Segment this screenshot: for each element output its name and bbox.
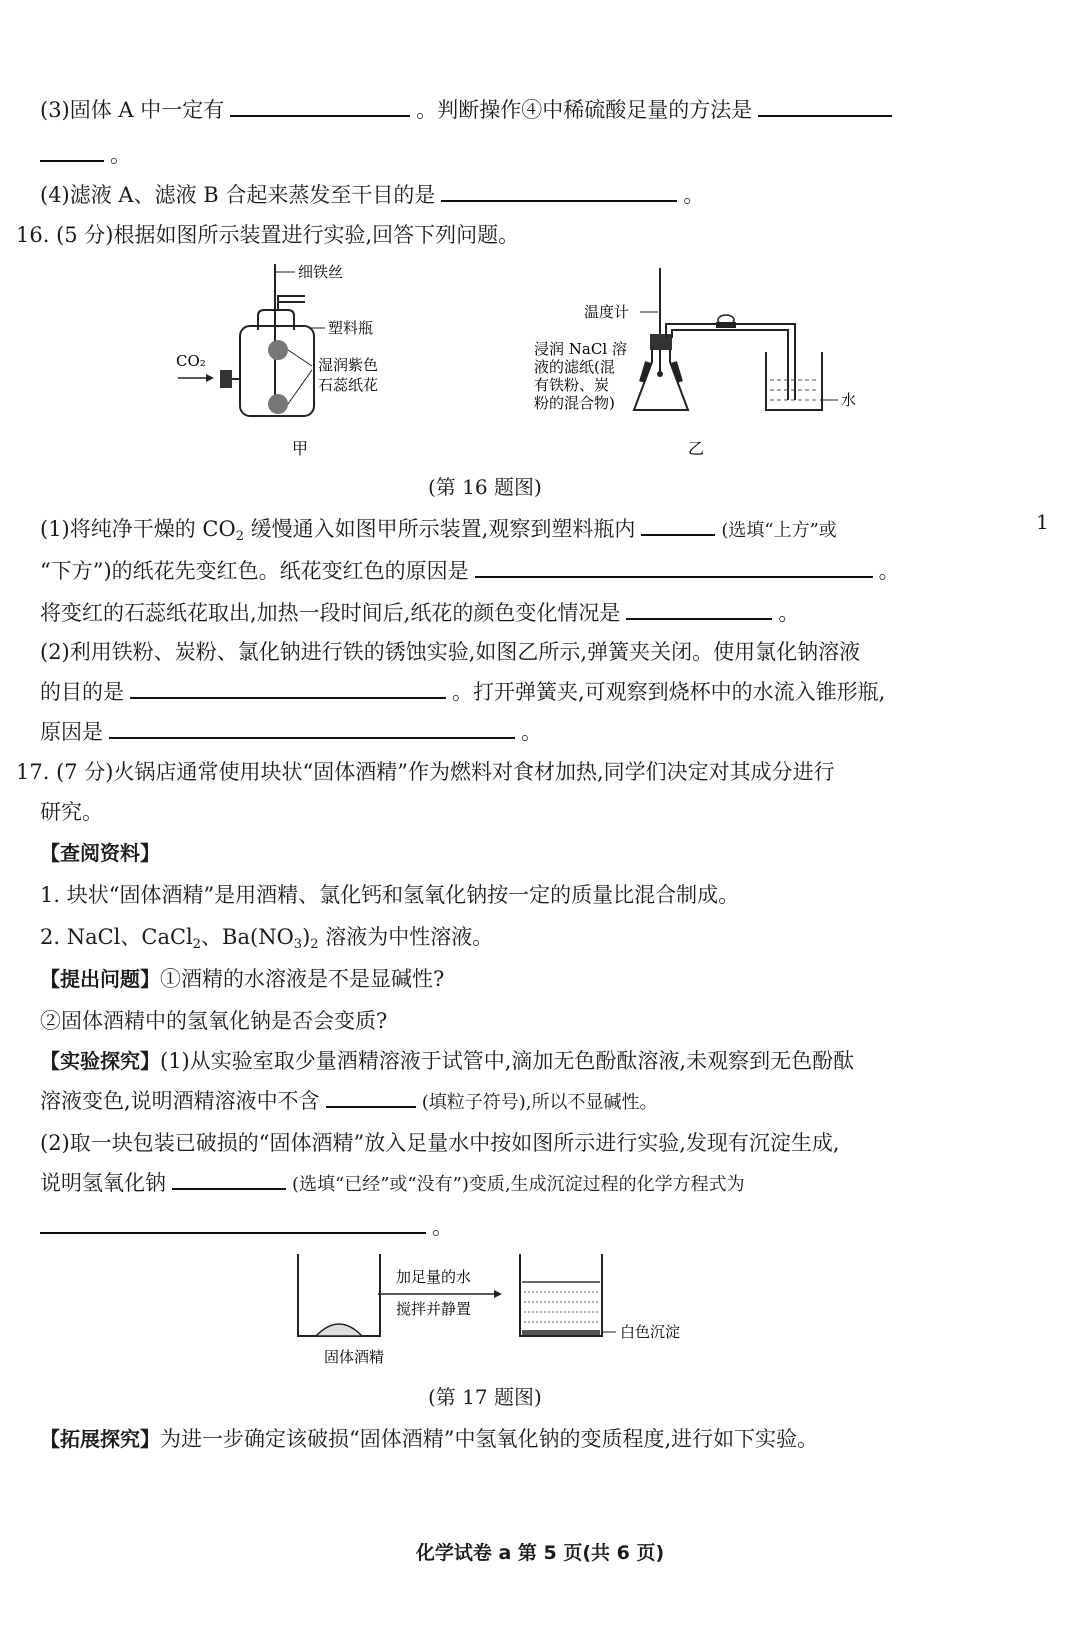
section-head-question: 【提出问题】 [40,967,160,991]
answer-blank[interactable] [758,97,892,117]
arrow-head [494,1290,502,1298]
solid-alcohol [316,1324,362,1336]
label-paper-1: 湿润紫色 [318,356,379,374]
answer-blank[interactable] [475,558,873,578]
q15-part3-cont: 。 [40,140,131,170]
q16-title: 16. (5 分)根据如图所示装置进行实验,回答下列问题。 [16,223,520,247]
q16-part2-line1: (2)利用铁粉、炭粉、氯化钠进行铁的锈蚀实验,如图乙所示,弹簧夹关闭。使用氯化钠溶液 [40,640,861,664]
q16-part1-line3: 将变红的石蕊纸花取出,加热一段时间后,纸花的颜色变化情况是 。 [40,601,800,625]
section-head-extension: 【拓展探究】 [40,1427,160,1451]
label-bottle: 塑料瓶 [328,319,374,337]
label-arrow-1: 加足量的水 [396,1268,472,1286]
answer-blank[interactable] [130,679,446,699]
spring-clamp-base [716,322,736,328]
extension-line: 【拓展探究】为进一步确定该破损“固体酒精”中氢氧化钠的变质程度,进行如下实验。 [40,1427,819,1451]
experiment-line-5: 。 [40,1212,453,1242]
page-footer: 化学试卷 a 第 5 页(共 6 页) [415,1542,665,1564]
experiment-line-2: 溶液变色,说明酒精溶液中不含 (填粒子符号),所以不显碱性。 [40,1089,658,1113]
label-solid: 固体酒精 [324,1348,385,1366]
answer-blank[interactable] [109,719,515,739]
inlet-stopper [220,370,232,388]
white-precipitate [522,1330,600,1335]
outlet-tube [278,296,305,310]
experiment-line-4: 说明氢氧化钠 (选填“已经”或“没有”)变质,生成沉淀过程的化学方程式为 [40,1171,745,1195]
answer-blank[interactable] [441,182,677,202]
label-wire: 细铁丝 [298,263,344,281]
figure-label-jia: 甲 [292,439,309,458]
figure-caption-17: (第 17 题图) [428,1385,542,1409]
filter-paper-right [674,362,680,382]
answer-blank[interactable] [230,97,410,117]
answer-blank[interactable] [40,142,104,162]
label-paper-4: 粉的混合物) [534,394,615,412]
flower-bottom [268,394,288,414]
reference-2: 2. NaCl、CaCl$_2$、$Ba(NO_3)_2$ 溶液为中性溶液。 [40,925,494,952]
leader-line [288,350,312,366]
label-thermometer: 温度计 [584,303,630,321]
flower-top [268,340,288,360]
answer-blank[interactable] [40,1214,426,1234]
thermometer-bulb [657,371,663,377]
q16-part2-line3: 原因是 。 [40,720,542,744]
answer-blank[interactable] [641,516,715,536]
figure-yi [530,262,870,460]
label-arrow-2: 搅拌并静置 [396,1300,472,1318]
q16-part1-line1: (1)将纯净干燥的 $CO_2$ 缓慢通入如图甲所示装置,观察到塑料瓶内 (选填“上方”或 [40,517,837,544]
question-line-1: 【提出问题】①酒精的水溶液是不是显碱性? [40,967,445,991]
q17-title-cont: 研究。 [40,800,103,824]
section-head-experiment: 【实验探究】 [40,1049,160,1073]
section-head-reference: 【查阅资料】 [40,841,160,865]
answer-blank[interactable] [626,600,772,620]
q16-part1-line2: “下方”)的纸花先变红色。纸花变红色的原因是 。 [40,559,900,583]
q15-part3-line: (3)固体 A 中一定有 。判断操作④中稀硫酸足量的方法是 [40,95,898,125]
label-co2: CO₂ [176,352,206,370]
label-paper-2: 石蕊纸花 [318,376,379,394]
filter-paper-left [642,362,648,382]
figure-label-yi: 乙 [688,439,705,458]
label-water: 水 [841,391,857,409]
label-paper-3: 有铁粉、炭 [534,376,610,394]
leader-line [288,370,312,404]
q15-part4-line: (4)滤液 A、滤液 B 合起来蒸发至干目的是 。 [40,183,705,207]
figure-17 [280,1248,720,1378]
figure-jia [160,258,420,458]
answer-blank[interactable] [172,1170,286,1190]
experiment-line-3: (2)取一块包装已破损的“固体酒精”放入足量水中按如图所示进行实验,发现有沉淀生成, [40,1131,840,1155]
figure-caption-16: (第 16 题图) [428,475,542,499]
experiment-line-1: 【实验探究】(1)从实验室取少量酒精溶液于试管中,滴加无色酚酞溶液,未观察到无色酚酞 [40,1049,855,1073]
q16-part2-line2: 的目的是 。打开弹簧夹,可观察到烧杯中的水流入锥形瓶, [40,680,886,704]
reference-1: 1. 块状“固体酒精”是用酒精、氯化钙和氢氧化钠按一定的质量比混合制成。 [40,883,740,907]
answer-blank[interactable] [326,1088,416,1108]
arrow-head [206,374,214,382]
flask-stopper [650,334,672,350]
beaker-right [520,1254,602,1336]
label-precipitate: 白色沉淀 [620,1323,681,1341]
delivery-tube [666,324,795,400]
label-paper-1: 浸润 NaCl 溶 [534,340,627,358]
side-mark: 1 [1036,510,1049,534]
label-paper-2: 液的滤纸(混 [534,358,615,376]
q17-title: 17. (7 分)火锅店通常使用块状“固体酒精”作为燃料对食材加热,同学们决定对其成分进行 [16,760,835,784]
question-line-2: ②固体酒精中的氢氧化钠是否会变质? [40,1009,388,1033]
